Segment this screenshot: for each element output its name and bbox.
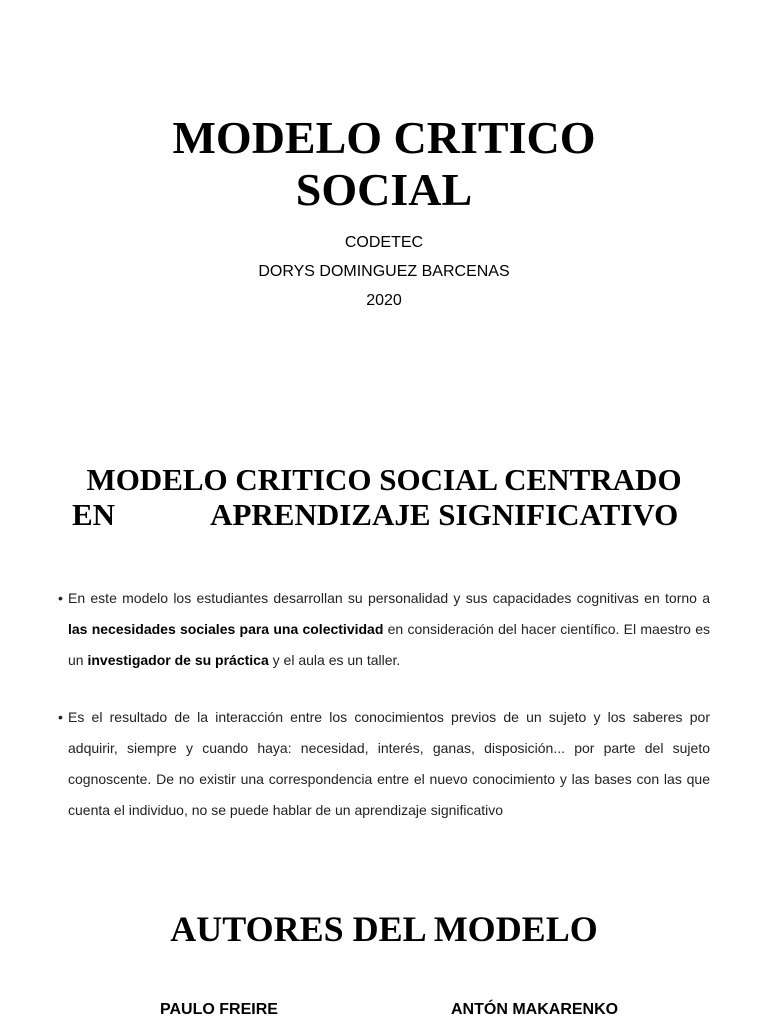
slide-2-title-word-en: EN	[72, 497, 116, 532]
slide-authors	[0, 880, 768, 1024]
slide-2-title	[72, 462, 696, 532]
slide-3-title: AUTORES DEL MODELO	[170, 909, 598, 949]
subtitle-block	[0, 228, 768, 315]
bullet-item-1	[58, 583, 710, 676]
bullet-1-bold-1: las necesidades sociales para una colectividad	[68, 621, 384, 637]
slide-2-title-line-1: MODELO CRITICO SOCIAL CENTRADO	[86, 462, 682, 497]
bullet-list	[58, 583, 710, 852]
slide-2-title-word-aprendizaje: APRENDIZAJE SIGNIFICATIVO	[210, 497, 679, 532]
bullet-1-text-3: y el aula es un taller.	[268, 652, 401, 668]
author-paulo-freire: PAULO FREIRE	[160, 1001, 278, 1018]
main-title-line-1: MODELO CRITICO	[172, 112, 596, 163]
year: 2020	[366, 292, 402, 309]
main-title-line-2: SOCIAL	[295, 164, 473, 215]
author-anton-makarenko: ANTÓN MAKARENKO	[451, 1001, 619, 1018]
bullet-1-bold-2: investigador de su práctica	[87, 652, 269, 668]
bullet-1-text-2: en consideración del hacer científico. El maestro es un	[68, 621, 710, 668]
bullet-item-2: • Es el resultado de la interacción entre los conocimientos previos de un sujeto y los saberes por adquirir, siempre y cuando haya: necesidad, interés, ganas, disposición... por parte del sujeto cognoscente. De no existir una correspondencia entre el nuevo conocimiento y las bases con las que cuenta el individuo, no se puede hablar de un aprendizaje significativo	[58, 702, 710, 826]
main-title	[0, 112, 768, 216]
institution-name: CODETEC	[344, 234, 424, 251]
slide-2-title-line-2	[72, 497, 696, 532]
author-name: DORYS DOMINGUEZ BARCENAS	[258, 263, 510, 280]
slide-title	[0, 0, 768, 360]
bullet-1-text-1: En este modelo los estudiantes desarrollan su personalidad y sus capacidades cognitivas en torno a	[68, 590, 710, 606]
slide-model-description	[0, 440, 768, 840]
